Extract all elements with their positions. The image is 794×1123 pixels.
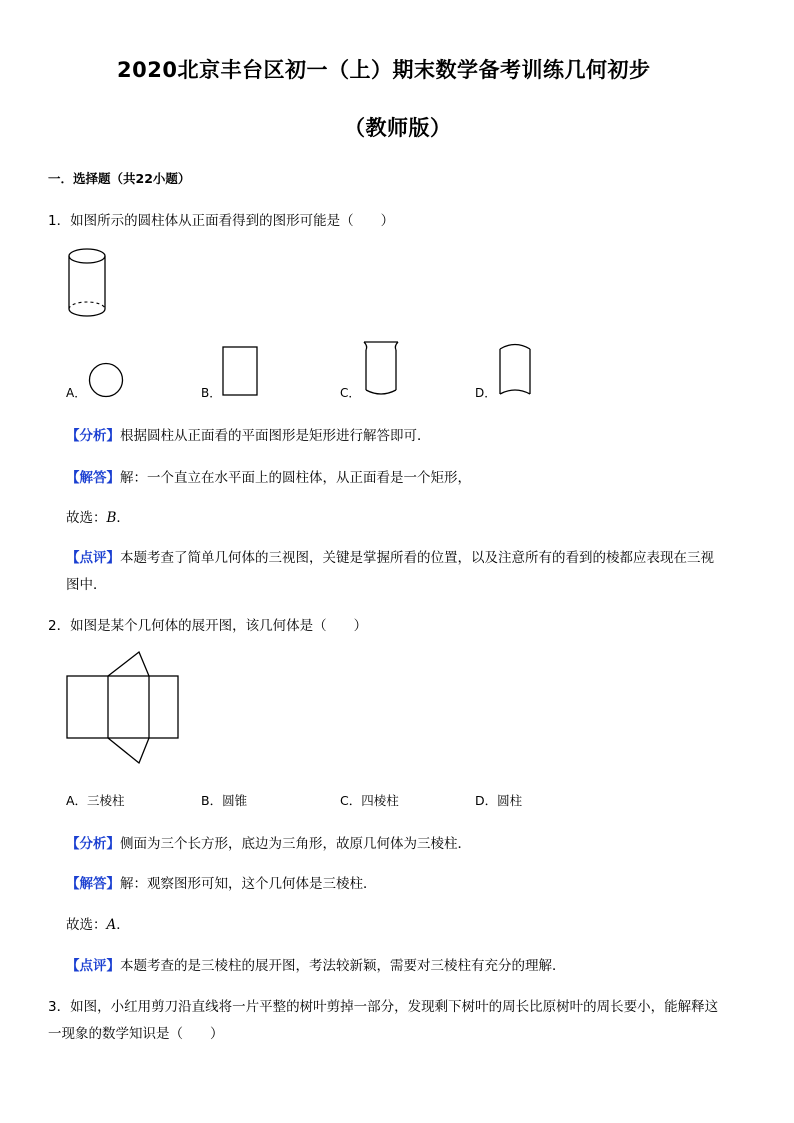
q1-solution-tag: 【解答】 (66, 470, 120, 486)
q1-option-b: B． (201, 386, 222, 400)
q2-comment-text: 本题考查的是三棱柱的展开图，考法较新颖，需要对三棱柱有充分的理解． (120, 958, 566, 974)
q2-net-figure (60, 648, 190, 773)
q2-choice-letter: A (106, 917, 117, 933)
q1-choice-suffix: ． (116, 510, 130, 526)
q2-option-a: A．三棱柱 (66, 793, 125, 808)
q2-choice (66, 913, 130, 933)
q1-option-b-rectangle (222, 346, 262, 401)
q3-stem-continued: 一现象的数学知识是（ ） (48, 1026, 224, 1042)
q1-choice (66, 506, 130, 526)
q2-stem: 2．如图是某个几何体的展开图，该几何体是（ ） (48, 618, 368, 634)
q1-option-a-circle (88, 362, 128, 402)
q2-comment (66, 954, 566, 974)
q1-comment-text: 本题考查了简单几何体的三视图，关键是掌握所看的位置，以及注意所有的看到的棱都应表现在三视 (120, 550, 714, 566)
q1-stem: 1．如图所示的圆柱体从正面看得到的图形可能是（ ） (48, 213, 395, 229)
q2-choice-suffix: ． (116, 917, 130, 933)
q2-analysis-text: 侧面为三个长方形，底边为三角形，故原几何体为三棱柱． (120, 836, 471, 852)
q1-option-d-curved-top (497, 340, 537, 400)
q1-option-d: D． (475, 386, 497, 400)
q1-option-c: C． (340, 386, 361, 400)
q1-option-a: A． (66, 386, 87, 400)
q1-choice-letter: B (106, 510, 117, 526)
q2-choice-prefix: 故选： (66, 917, 107, 933)
page-subtitle: （教师版） (344, 116, 452, 140)
q1-analysis-text: 根据圆柱从正面看的平面图形是矩形进行解答即可． (120, 428, 431, 444)
section-heading: 一．选择题（共22小题） (48, 171, 191, 186)
q1-solution (66, 466, 471, 486)
q2-option-b: B．圆锥 (201, 793, 248, 808)
q1-analysis-tag: 【分析】 (66, 428, 120, 444)
q1-comment (66, 546, 714, 566)
q2-analysis (66, 832, 471, 852)
q1-choice-prefix: 故选： (66, 510, 107, 526)
q1-cylinder-figure (60, 245, 120, 325)
q1-comment-tag: 【点评】 (66, 550, 120, 566)
q2-solution-tag: 【解答】 (66, 876, 120, 892)
q1-solution-text: 解：一个直立在水平面上的圆柱体，从正面看是一个矩形， (120, 470, 471, 486)
q2-solution (66, 872, 377, 892)
q2-comment-tag: 【点评】 (66, 958, 120, 974)
q2-solution-text: 解：观察图形可知，这个几何体是三棱柱． (120, 876, 377, 892)
q1-analysis (66, 424, 431, 444)
page-title: 2020北京丰台区初一（上）期末数学备考训练几何初步 (117, 58, 651, 82)
q1-option-c-curved-bottom (362, 340, 402, 400)
q3-stem: 3．如图，小红用剪刀沿直线将一片平整的树叶剪掉一部分，发现剩下树叶的周长比原树叶的周长要小，能解释这 (48, 999, 719, 1015)
q2-analysis-tag: 【分析】 (66, 836, 120, 852)
q2-option-d: D．圆柱 (475, 793, 523, 808)
q2-option-c: C．四棱柱 (340, 793, 399, 808)
q1-comment-continued: 图中． (66, 577, 107, 593)
